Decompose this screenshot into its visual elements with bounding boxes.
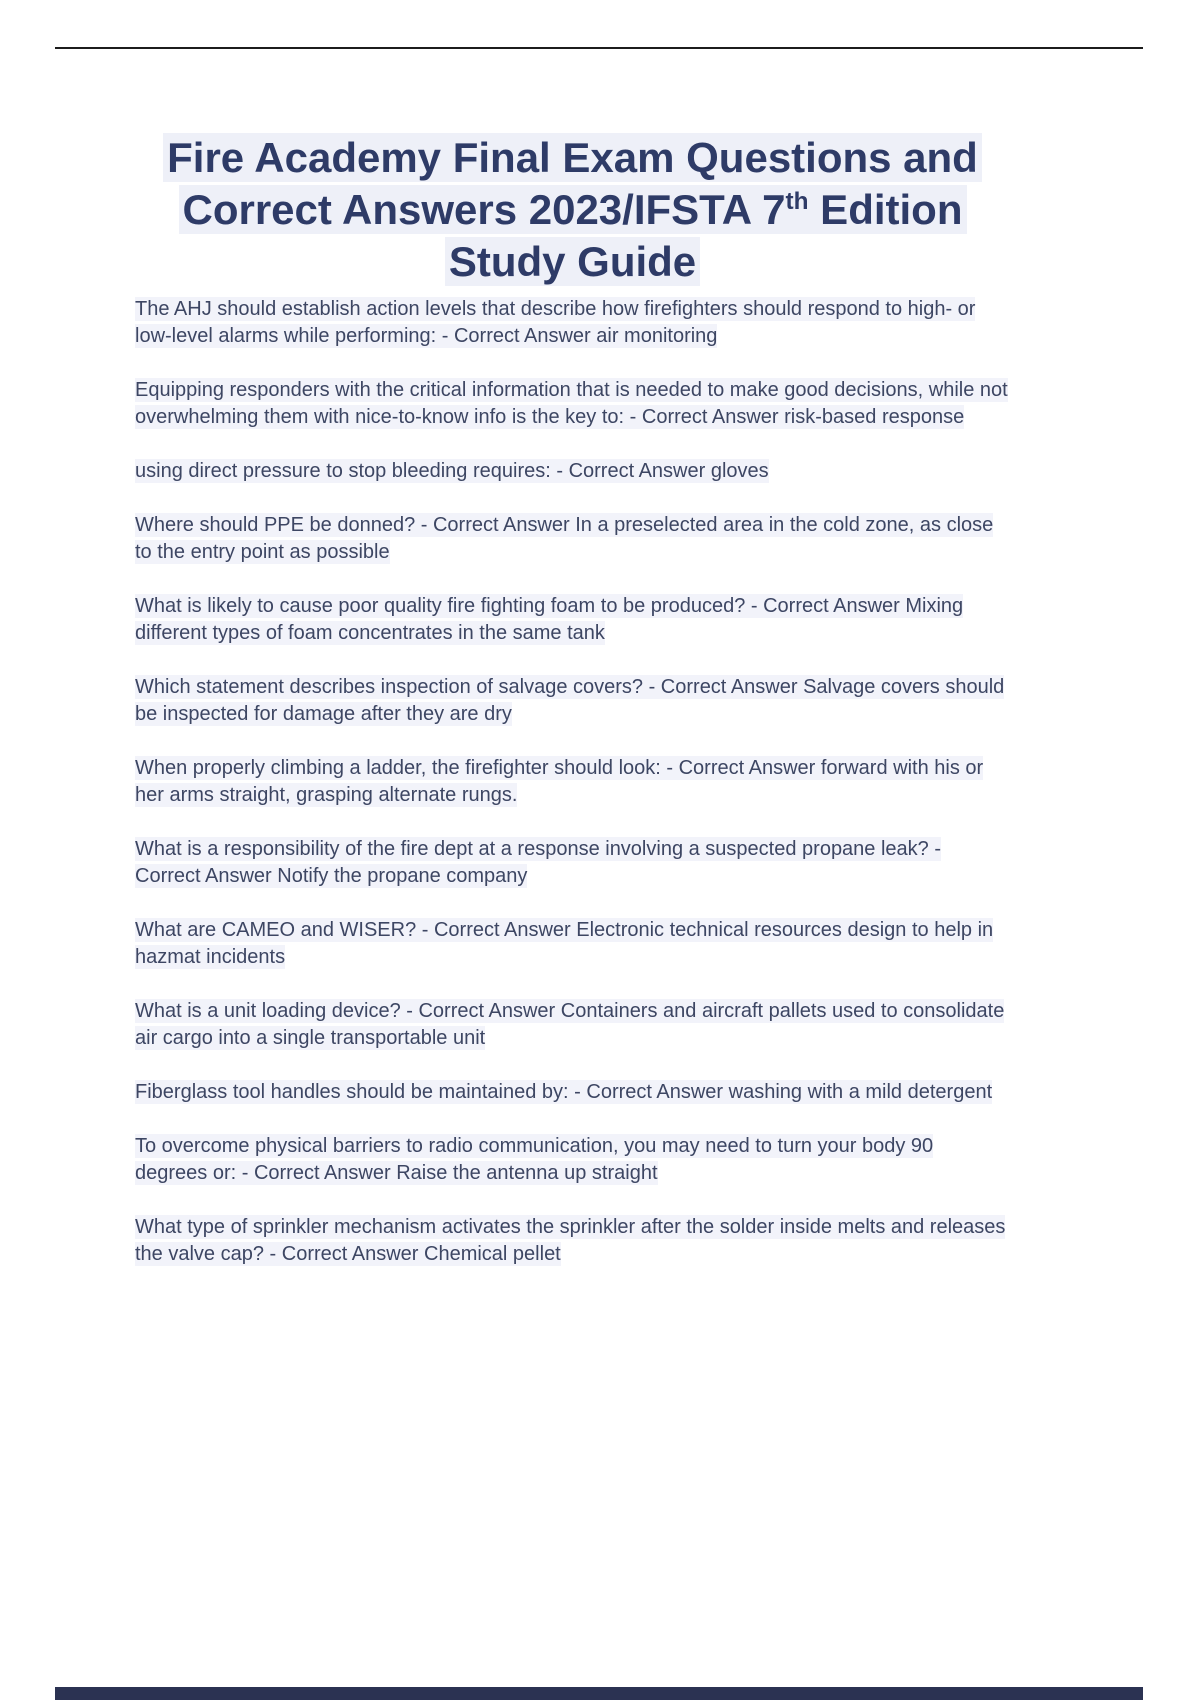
qa-item: Which statement describes inspection of salvage covers? - Correct Answer Salvage covers should be inspected for damage after they are dry: [135, 676, 1005, 725]
qa-item: The AHJ should establish action levels that describe how firefighters should respond to high- or low-level alarms while performing: - Correct Answer air monitoring: [135, 298, 976, 347]
qa-item: Where should PPE be donned? - Correct Answer In a preselected area in the cold zone, as close to the entry point as possible: [135, 514, 994, 563]
qa-list: [135, 296, 1010, 1268]
qa-item: What are CAMEO and WISER? - Correct Answer Electronic technical resources design to help in hazmat incidents: [135, 919, 994, 968]
title-line-2: Correct Answers 2023/IFSTA 7th Edition: [179, 185, 967, 234]
qa-item: Equipping responders with the critical information that is needed to make good decisions, while not overwhelming them with nice-to-know info is the key to: - Correct Answer risk-based response: [135, 379, 1008, 428]
qa-item: To overcome physical barriers to radio communication, you may need to turn your body 90 degrees or: - Correct Answer Raise the antenna up straight: [135, 1135, 934, 1184]
document-title: [135, 132, 1010, 288]
bottom-bar: [55, 1687, 1143, 1700]
document-content: [135, 132, 1010, 1295]
qa-item: When properly climbing a ladder, the firefighter should look: - Correct Answer forward with his or her arms straight, grasping alternate rungs.: [135, 757, 984, 806]
qa-item: What is likely to cause poor quality fire fighting foam to be produced? - Correct Answer Mixing different types of foam concentrates in the same tank: [135, 595, 964, 644]
title-superscript: th: [785, 188, 809, 215]
qa-item: using direct pressure to stop bleeding requires: - Correct Answer gloves: [135, 460, 769, 482]
title-line-3: Study Guide: [445, 237, 700, 286]
qa-item: What type of sprinkler mechanism activates the sprinkler after the solder inside melts and releases the valve cap? - Correct Answer Chemical pellet: [135, 1216, 1006, 1265]
top-rule: [55, 47, 1143, 49]
qa-item: What is a responsibility of the fire dept at a response involving a suspected propane leak? - Correct Answer Notify the propane company: [135, 838, 942, 887]
qa-item: Fiberglass tool handles should be maintained by: - Correct Answer washing with a mild detergent: [135, 1081, 993, 1103]
qa-item: What is a unit loading device? - Correct Answer Containers and aircraft pallets used to consolidate air cargo into a single transportable unit: [135, 1000, 1005, 1049]
title-line-1: Fire Academy Final Exam Questions and: [163, 133, 982, 182]
